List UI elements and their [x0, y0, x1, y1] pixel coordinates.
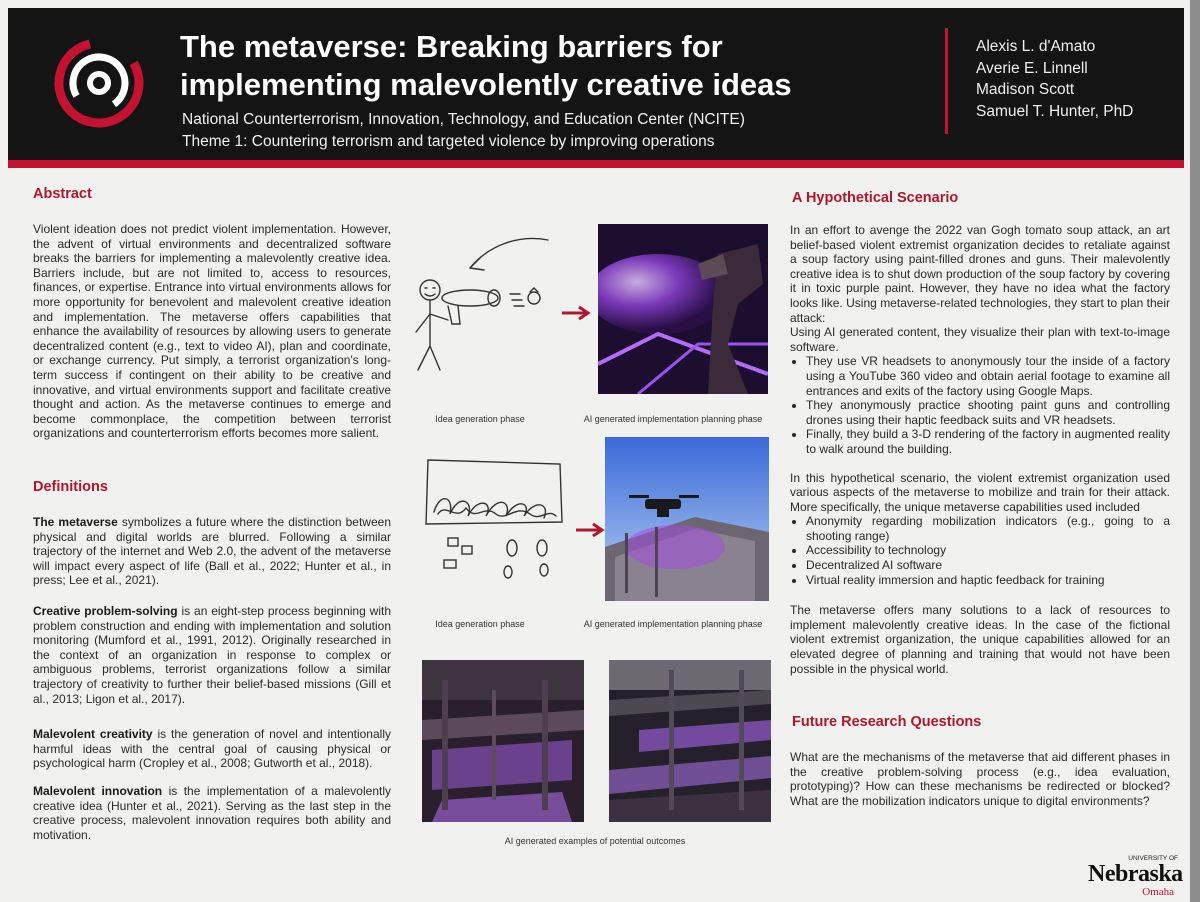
caption-ai-phase: AI generated implementation planning phase [583, 414, 763, 424]
future-research-heading: Future Research Questions [792, 714, 982, 730]
author-name: Alexis L. d'Amato [976, 38, 1096, 55]
arrow-right-icon [560, 305, 592, 321]
scenario-paragraph: In this hypothetical scenario, the violent extremist organization used various aspects of the metaverse to mobilize and train for their attack. More specifically, the unique metaverse capabilities used included [790, 470, 1170, 514]
definition-term: Malevolent innovation [33, 784, 163, 798]
definition-metaverse [33, 515, 391, 588]
author-name: Samuel T. Hunter, PhD [976, 102, 1134, 120]
sketch-paint-gun-icon [408, 228, 568, 398]
ncite-logo-icon [54, 38, 144, 128]
list-item: • They anonymously practice shooting paint guns and controlling drones using their haptic feedback suits and VR headsets. [806, 398, 1170, 427]
theme-line: Theme 1: Countering terrorism and targeted violence by improving operations [182, 133, 715, 150]
poster-title: The metaverse: Breaking barriers for implementing malevolently creative ideas [180, 29, 792, 102]
caption-outcomes: AI generated examples of potential outcomes [504, 836, 686, 846]
sketch-factory-drones-icon [420, 452, 570, 582]
definition-term: The metaverse [33, 515, 118, 529]
definition-body: symbolizes a future where the distinction between physical and digital worlds are blurred. Following a similar trajectory of the internet and Web 2.0, the advent of the metaverse will impact every aspect of life (Ball et al., 2022; Hunter et al., in press; Lee et al., 2021). [33, 515, 391, 588]
scenario-paragraph: Using AI generated content, they visualize their plan with text-to-image software. [790, 325, 1170, 354]
university-prefix: UNIVERSITY OF [1128, 855, 1178, 862]
header-divider [945, 28, 948, 134]
caption-idea-phase: Idea generation phase [435, 414, 525, 424]
abstract-heading: Abstract [33, 186, 92, 202]
scenario-block [790, 223, 1170, 676]
header-accent-stripe [8, 160, 1184, 168]
definitions-heading: Definitions [33, 479, 108, 495]
author-name: Averie E. Linnell [976, 59, 1088, 77]
center-name: National Counterterrorism, Innovation, Technology, and Education Center (NCITE) [182, 111, 745, 128]
list-item: • They use VR headsets to anonymously tour the inside of a factory using a YouTube 360 video and obtain aerial footage to examine all entrances and exits of the factory using Google Maps. [806, 354, 1170, 398]
definition-term: Creative problem-solving [33, 604, 178, 618]
definition-creative-problem-solving [33, 604, 391, 706]
list-item: • Finally, they build a 3-D rendering of the factory in augmented reality to walk around the building. [806, 427, 1170, 456]
list-item: • Virtual reality immersion and haptic feedback for training [806, 573, 1170, 588]
ai-paint-gun-image [598, 224, 768, 394]
author-name: Madison Scott [976, 81, 1075, 98]
scenario-paragraph: In an effort to avenge the 2022 van Gogh tomato soup attack, an art belief-based violent extremist organization decides to retaliate against a soup factory using paint-filled drones and guns. Their malevolently creative idea is to shut down production of the soup factory by covering it in toxic purple paint. However, they have no idea what the factory looks like. Using metaverse-related technologies, they start to plan their attack: [790, 223, 1170, 325]
definition-body: is the implementation of a malevolently creative idea (Hunter et al., 2021). Serving as the last step in the creative process, malevolent innovation requires both ability and motivation. [33, 784, 391, 842]
university-logo [1088, 855, 1184, 899]
author-list [976, 36, 1176, 122]
scenario-paragraph: The metaverse offers many solutions to a lack of resources to implement malevolently creative ideas. In the case of the fictional violent extremist organization, the unique capabilities allowed for an elevated degree of planning and training that would not have been possible in the physical world. [790, 603, 1170, 676]
background-edge [1190, 0, 1200, 902]
definition-term: Malevolent creativity [33, 727, 153, 741]
ai-factory-interior-image-2 [609, 660, 771, 822]
list-item: • Anonymity regarding mobilization indicators (e.g., going to a shooting range) [806, 514, 1170, 543]
definition-malevolent-innovation [33, 784, 391, 842]
definition-malevolent-creativity [33, 727, 391, 771]
university-campus: Omaha [1142, 886, 1174, 898]
definition-body: is the generation of novel and intentionally harmful ideas with the central goal of causing physical or psychological harm (Cropley et al., 2008; Gutworth et al., 2018). [33, 727, 391, 771]
scenario-heading: A Hypothetical Scenario [792, 190, 959, 206]
caption-ai-phase-2: AI generated implementation planning phase [583, 619, 763, 629]
future-research-text: What are the mechanisms of the metaverse that aid different phases in the creative problem-solving process (e.g., idea evaluation, prototyping)? How can these mechanisms be redirected or blocked? What are the mobilization indicators unique to digital environments? [790, 750, 1170, 808]
ai-factory-interior-image-1 [422, 660, 584, 822]
list-item: • Decentralized AI software [806, 558, 1170, 573]
capabilities-list [790, 514, 1170, 587]
ai-drone-factory-image [605, 437, 769, 601]
definition-body: is an eight-step process beginning with problem construction and ending with implementation and solution monitoring (Mumford et al., 1991, 2012). Originally researched in the context of an organization in response to complex or ambiguous problems, terrorist organizations follow a similar trajectory of creativity to further their belief-based missions (Gill et al., 2013; Ligon et al., 2017). [33, 604, 391, 706]
caption-idea-phase-2: Idea generation phase [435, 619, 525, 629]
list-item: • Accessibility to technology [806, 543, 1170, 558]
university-name: Nebraska [1088, 861, 1183, 887]
abstract-text: Violent ideation does not predict violent implementation. However, the advent of virtual environments and decentralized software breaks the barriers for implementing a malevolently creative idea. Barriers include, but are not limited to, access to resources, finances, or expertise. Entrance into virtual environments allows for more opportunity for benevolent and malevolent creative ideation and implementation. The metaverse offers capabilities that enhance the availability of resources by allowing users to generate decentralized content (e.g., text to video AI), plan and coordinate, or exchange currency. Put simply, a terrorist organization's long-term success if contingent on their ability to be creative and innovative, and virtual environments support and facilitate creative thought and action. As the metaverse continues to emerge and become commonplace, the competition between terrorist organizations and counterterrorism efforts becomes more salient. [33, 222, 391, 441]
arrow-right-icon [574, 522, 606, 538]
scenario-list [790, 354, 1170, 456]
